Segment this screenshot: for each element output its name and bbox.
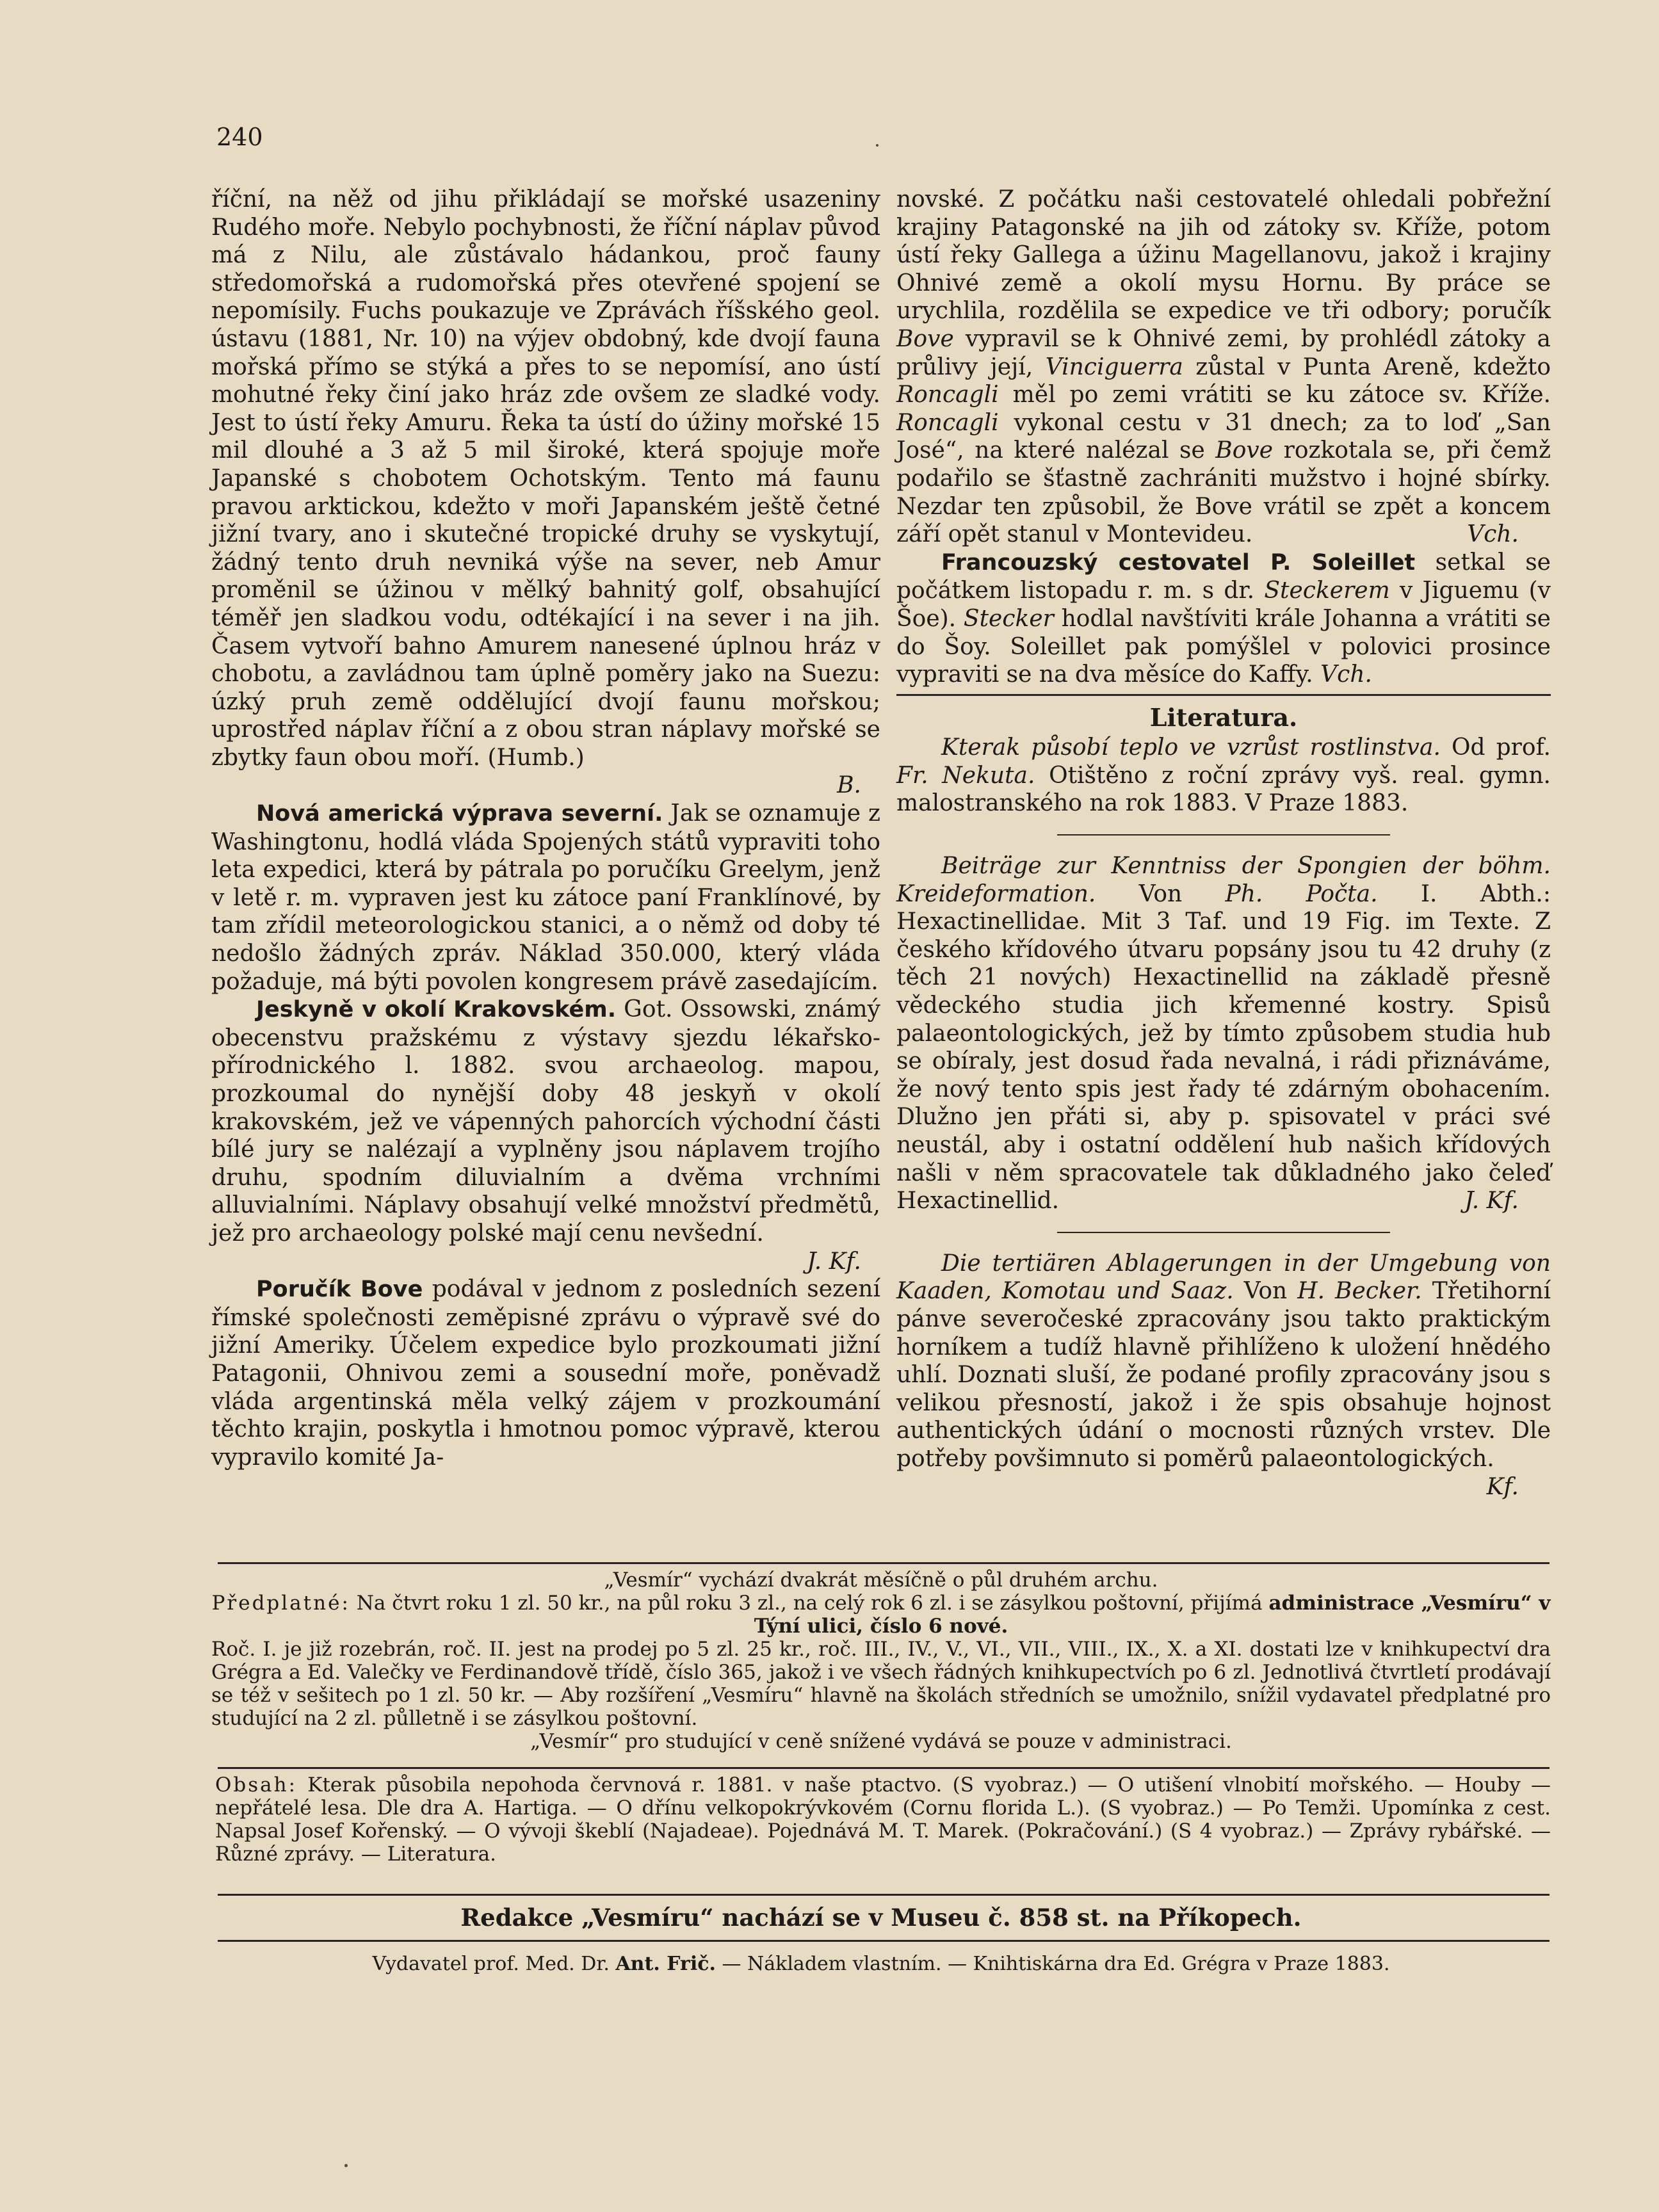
editorial-office: Redakce „Vesmíru“ nachází se v Museu č. 858 st. na Příkopech. [460, 1903, 1302, 1932]
divider [1057, 1232, 1390, 1233]
person-name: Bove [896, 325, 954, 352]
label: Předplatné: [211, 1592, 350, 1615]
person-name: Vinciguerra [1045, 353, 1183, 380]
literature-entry-nekuta [896, 734, 1551, 818]
author-signature: Vch. [1320, 661, 1372, 688]
author-signature: J. Kf. [807, 1248, 861, 1275]
article-american-expedition [211, 800, 880, 996]
student-note: „Vesmír“ pro studující v ceně snížené vydává se pouze v administraci. [530, 1730, 1232, 1753]
book-author: H. Becker. [1297, 1278, 1422, 1305]
literature-entry-becker [896, 1250, 1551, 1500]
article-heading: Jeskyně v okolí Krakovském. [256, 997, 617, 1023]
article-krakow-caves [211, 996, 880, 1247]
book-author: Ph. Počta. [1225, 880, 1378, 907]
book-title: Kterak působí teplo ve vzrůst rostlinstva. [941, 734, 1441, 761]
article-bove-continued [896, 186, 1551, 549]
literature-heading: Literatura. [1149, 702, 1298, 732]
paragraph-text: měl po zemi vrátiti se ku zátoce sv. Kříže. [1012, 382, 1551, 408]
article-heading: Nová americká výprava severní. [256, 801, 663, 827]
person-name: Steckerem [1264, 577, 1390, 604]
article-heading: Francouzský cestovatel P. Soleillet [941, 549, 1416, 576]
ink-speck [344, 2164, 348, 2167]
paragraph-text: hodlal navštíviti krále Johanna a vrátiti se do Šoy. Soleillet pak pomýšlel v polovici prosince vypraviti se na dva měsíce do Kaffy. [896, 605, 1551, 688]
article-lieutenant-bove [211, 1275, 880, 1471]
paragraph-text: Kterak působila nepohoda červnová r. 1881. v naše ptactvo. (S vyobraz.) — O utišení vlnobití mořského. — Houby — nepřátelé lesa. Dle dra A. Hartiga. — O dřínu velkopokrývkovém (Cornu florida L.). (S vyobraz.) — Po Temži. Upomínka z cest. Napsal Josef Kořenský. — O vývoji škeblí (Najadeae). Pojednává M. T. Marek. (Pokračování.) (S 4 vyobraz.) — Zprávy rybářské. — Různé zprávy. — Literatura. [215, 1773, 1551, 1866]
left-column [211, 186, 880, 1471]
author-signature: Vch. [1467, 521, 1519, 548]
paragraph-text: Von [1138, 880, 1183, 907]
publication-frequency: „Vesmír“ vychází dvakrát měsíčně o půl druhém archu. [604, 1569, 1158, 1592]
paragraph-text: Na čtvrt roku 1 zl. 50 kr., na půl roku 3 zl., na celý rok 6 zl. i se zásylkou poštovní, přijímá [356, 1592, 1263, 1615]
paragraph-text: I. Abth.: Hexactinellidae. Mit 3 Taf. und 19 Fig. im Texte. Z českého křídového útvaru popsány jsou tu 42 druhy (z těch 21 nových) Hexactinellid na základě přesně vědeckého studia jich křemenné kostry. Spisů palaeontologických, jež by tímto způsobem studia hub se obíraly, jest dosud řada nevalná, i rádi přiznáváme, že nový tento spis jest řady té zdárným obohacením. Dlužno jen přáti si, aby p. spisovatel v práci své neustál, aby i ostatní oddělení hub našich křídových našli v něm spracovatele tak důkladného jako čeleď Hexactinellid. [896, 880, 1551, 1215]
book-author: Fr. Nekuta. [896, 762, 1035, 789]
author-signature: J. Kf. [1464, 1188, 1519, 1215]
divider [1057, 834, 1390, 836]
contents-list [215, 1773, 1551, 1866]
person-name: Stecker [963, 605, 1054, 632]
person-name: Roncagli [896, 382, 999, 408]
person-name: Bove [1215, 437, 1274, 464]
publisher-line [211, 1953, 1551, 1975]
paragraph-text: Von [1243, 1278, 1288, 1305]
subscription-price [211, 1592, 1551, 1638]
paragraph-text: Třetihorní pánve severočeské zpracovány jsou takto praktickým horníkem a tudíž hlavně přihlíženo k uložení hnědého uhlí. Doznati sluší, že podané profily zpracovány jsou s velikou přesností, jakož i že spis obsahuje hojnost authentických údání o mocnosti různých vrstev. Dle potřeby povšimnuto si poměrů palaeontologických. [896, 1278, 1551, 1472]
article-red-sea-amur [211, 186, 880, 771]
paragraph-text: Otištěno z roční zprávy vyš. real. gymn. malostranského na rok 1883. V Praze 1883. [896, 762, 1551, 817]
ink-speck [876, 144, 878, 147]
article-soleillet [896, 549, 1551, 689]
person-name: Roncagli [896, 409, 999, 436]
book-title: Beiträge zur Kenntniss der Spongien der böhm. Kreideformation. [896, 853, 1551, 907]
paragraph-text: — Nákladem vlastním. — Knihtiskárna dra Ed. Grégra v Praze 1883. [722, 1953, 1390, 1975]
publisher-name: Ant. Frič. [615, 1953, 716, 1975]
footer-divider [218, 1894, 1550, 1896]
label: Obsah: [215, 1773, 298, 1796]
book-title: Die tertiären Ablagerungen in der Umgebung von Kaaden, Komotau und Saaz. [896, 1250, 1551, 1305]
article-heading: Poručík Bove [256, 1277, 423, 1303]
right-column [896, 186, 1551, 1501]
paragraph-text: zůstal v Punta Areně, kdežto [1195, 353, 1551, 380]
paragraph-text: rozkotala se, při čemž podařilo se šťastně zachrániti mužstvo i hojné sbírky. Nezdar ten způsobil, že Bove vrátil se zpět a koncem září opět stanul v Montevideu. [896, 437, 1551, 548]
literature-entry-pocta [896, 852, 1551, 1215]
paragraph-text: Vydavatel prof. Med. Dr. [372, 1953, 610, 1975]
author-signature: B. [837, 772, 861, 799]
administration-address: administrace „Vesmíru“ v Týní ulici, číslo 6 nové. [754, 1592, 1551, 1638]
paragraph-text: v Jiguemu (v Šoe). [896, 577, 1551, 632]
paragraph-text: říční, na něž od jihu přikládají se mořské usazeniny Rudého moře. Nebylo pochybnosti, že říční náplav původ má z Nilu, ale zůstávalo hádankou, proč fauny středomořská a rudomořská přes otevřené spojení se nepomísily. Fuchs poukazuje ve Zprávách říšského geol. ústavu (1881, Nr. 10) na výjev obdobný, kde dvojí fauna mořská přímo se stýká a přes to se nepomísí, ano ústí mohutné řeky činí jako hráz zde ovšem ze sladké vody. Jest to ústí řeky Amuru. Řeka ta ústí do úžiny mořské 15 mil dlouhé a 3 až 5 mil široké, která spojuje moře Japanské s chobotem Ochotským. Tento má faunu pravou arktickou, kdežto v moři Japanském ještě četné jižní tvary, ano i skutečné tropické druhy se vyskytují, žádný tento druh nevniká výše na sever, neb Amur proměnil se úžinou v mělký bahnitý golf, obsahující téměř jen sladkou vodu, odtékající i na sever i na jih. Časem vytvoří bahno Amurem nanesené úplnou hráz v chobotu, a zavládnou tam úplně poměry jako na Suezu: úzký pruh země oddělující dvojí faunu mořskou; uprostřed náplav říční a z obou stran náplavy mořské se zbytky faun obou moří. (Humb.) [211, 186, 880, 771]
footer-divider [218, 1767, 1550, 1769]
paragraph-text: Got. Ossowski, známý obecenstvu pražskému z výstavy sjezdu lékařsko-přírodnického l. 1882. svou archaeolog. mapou, prozkoumal do nynější doby 48 jeskyň v okolí krakovském, jež ve vápenných pahorcích východní části bílé jury se nalézají a vyplněny jsou náplavem trojího druhu, spodním diluvialním a dvěma vrchními alluvialními. Náplavy obsahují velké množství předmětů, jež pro archaeology polské mají cenu nevšední. [211, 996, 880, 1247]
paragraph-text: novské. Z počátku naši cestovatelé ohledali pobřežní krajiny Patagonské na jih od zátoky sv. Kříže, potom ústí řeky Gallega a úžinu Magellanovu, jakož i krajiny Ohnivé země a okolí mysu Hornu. By práce se urychlila, rozdělila se expedice ve tři odbory; poručík [896, 186, 1551, 325]
paragraph-text: setkal se počátkem listopadu r. m. s dr. [896, 549, 1551, 604]
issue-contents [211, 1773, 1551, 1866]
page-number: 240 [216, 123, 263, 151]
back-issues-info: Roč. I. je již rozebrán, roč. II. jest na prodej po 5 zl. 25 kr., roč. III., IV., V., VI., VII., VIII., IX., X. a XI. dostati lze v knihkupectví dra Grégra a Ed. Valečky ve Ferdinandově třídě, číslo 365, jakož i ve všech řádných knihkupectvích po 6 zl. Jednotlivá čtvrtletí prodávají se též v sešitech po 1 zl. 50 kr. — Aby rozšíření „Vesmíru“ hlavně na školách středních se umožnilo, snížil vydavatel předplatné pro studující na 2 zl. půlletně i se zásylkou poštovní. [211, 1638, 1551, 1730]
paragraph-text: vypravil se k Ohnivé zemi, by prohlédl zátoky a průlivy její, [896, 325, 1551, 380]
subscription-info [211, 1569, 1551, 1753]
author-signature: Kf. [1486, 1473, 1519, 1500]
paragraph-text: Od prof. [1451, 734, 1551, 761]
divider [896, 694, 1551, 696]
footer-divider [218, 1940, 1550, 1942]
paragraph-text: vykonal cestu v 31 dnech; za to loď „San José“, na které nalézal se [896, 409, 1551, 464]
footer-divider [218, 1562, 1550, 1564]
paragraph-text: Jak se oznamuje z Washingtonu, hodlá vláda Spojených států vypraviti toho leta expedici, která by pátrala po poručíku Greelym, jenž v letě r. m. vypraven jest ku zátoce paní Franklínové, by tam zřídil meteorologickou stanici, a o němž od doby té nedošlo žádných zpráv. Náklad 350.000, který vláda požaduje, má býti povolen kongresem právě zasedajícím. [211, 800, 880, 995]
paragraph-text: podával v jednom z posledních sezení římské společnosti zeměpisné zprávu o výpravě své do jižní Ameriky. Účelem expedice bylo prozkoumati jižní Patagonii, Ohnivou zemi a sousední moře, poněvadž vláda argentinská měla velký zájem v prozkoumání těchto krajin, poskytla i hmotnou pomoc výpravě, kterou vypravilo komité Ja- [211, 1276, 880, 1471]
